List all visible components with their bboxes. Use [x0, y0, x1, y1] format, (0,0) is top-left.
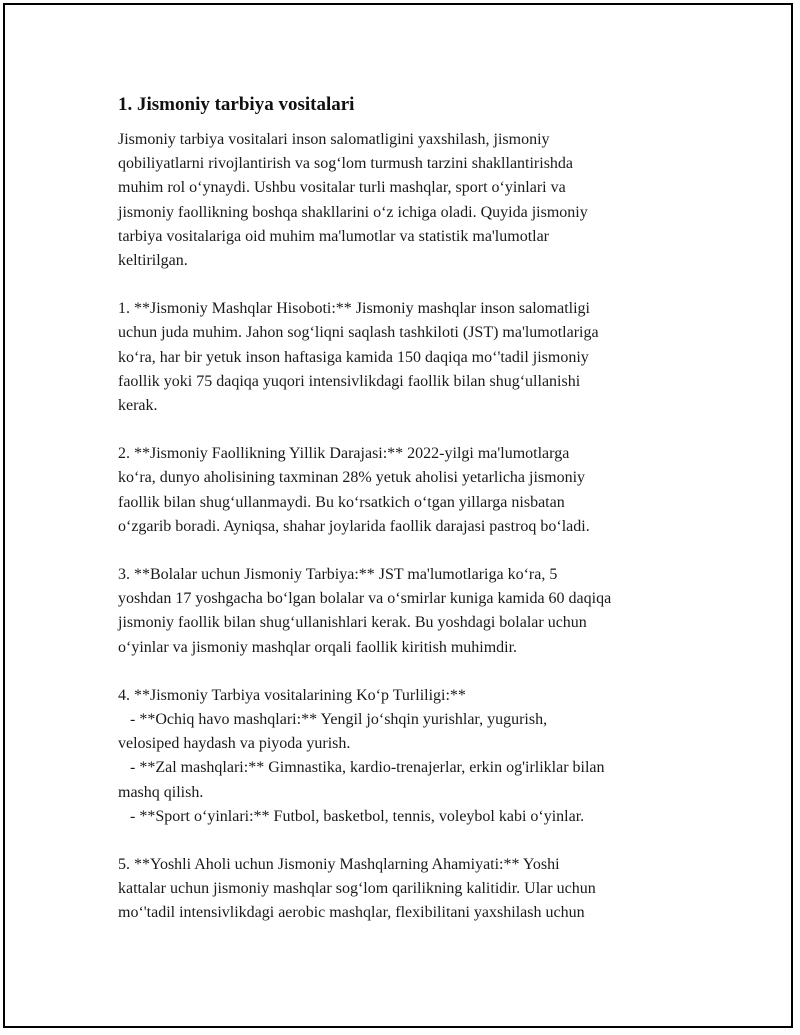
text-line: o‘yinlar va jismoniy mashqlar orqali faollik kiritish muhimdir.	[118, 638, 518, 656]
text-line: qobiliyatlarni rivojlantirish va sog‘lom turmush tarzini shakllantirishda	[118, 155, 574, 173]
text-line: faollik yoki 75 daqiqa yuqori intensivlikdagi faollik bilan shug‘ullanishi	[118, 372, 581, 390]
text-line: - **Zal mashqlari:** Gimnastika, kardio-trenajerlar, erkin og'irliklar bilan	[118, 759, 605, 777]
text-line: Jismoniy tarbiya vositalari inson salomatligini yaxshilash, jismoniy	[118, 131, 550, 148]
text-line: ko‘ra, har bir yetuk inson haftasiga kamida 150 daqiqa mo‘'tadil jismoniy	[118, 348, 589, 366]
paragraph	[118, 563, 693, 660]
text-line: tarbiya vositalariga oid muhim ma'lumotlar va statistik ma'lumotlar	[118, 227, 550, 245]
paragraph	[118, 684, 693, 829]
text-line: 1. **Jismoniy Mashqlar Hisoboti:** Jismoniy mashqlar inson salomatligi	[118, 300, 590, 318]
text-line: - **Ochiq havo mashqlari:** Yengil jo‘shqin yurishlar, yugurish,	[118, 711, 548, 729]
paragraph	[118, 128, 693, 273]
text-line: 2. **Jismoniy Faollikning Yillik Darajasi:** 2022-yilgi ma'lumotlarga	[118, 445, 570, 463]
paragraph	[118, 853, 693, 926]
text-line: jismoniy faollikning boshqa shakllarini o‘z ichiga oladi. Quyida jismoniy	[118, 203, 588, 221]
text-line: 3. **Bolalar uchun Jismoniy Tarbiya:** JST ma'lumotlariga ko‘ra, 5	[118, 566, 558, 584]
text-line: yoshdan 17 yoshgacha bo‘lgan bolalar va o‘smirlar kuniga kamida 60 daqiqa	[118, 590, 612, 608]
document-body	[118, 92, 693, 950]
text-line: mo‘'tadil intensivlikdagi aerobic mashqlar, flexibilitani yaxshilash uchun	[118, 904, 585, 922]
text-line: kerak.	[118, 397, 158, 415]
paragraph	[118, 297, 693, 418]
text-line: ko‘ra, dunyo aholisining taxminan 28% yetuk aholisi yetarlicha jismoniy	[118, 469, 586, 487]
text-line: 4. **Jismoniy Tarbiya vositalarining Ko‘p Turliligi:**	[118, 686, 466, 704]
text-line: - **Sport o‘yinlari:** Futbol, basketbol, tennis, voleybol kabi o‘yinlar.	[118, 807, 585, 825]
text-line: jismoniy faollik bilan shug‘ullanishlari kerak. Bu yoshdagi bolalar uchun	[118, 614, 587, 632]
section-title: 1. Jismoniy tarbiya vositalari	[118, 94, 355, 115]
text-line: mashq qilish.	[118, 783, 204, 801]
text-line: velosiped haydash va piyoda yurish.	[118, 735, 351, 753]
text-line: muhim rol o‘ynaydi. Ushbu vositalar turli mashqlar, sport o‘yinlari va	[118, 179, 566, 197]
paragraph	[118, 442, 693, 539]
text-line: faollik bilan shug‘ullanmaydi. Bu ko‘rsatkich o‘tgan yillarga nisbatan	[118, 493, 565, 511]
text-line: o‘zgarib boradi. Ayniqsa, shahar joylarida faollik darajasi pastroq bo‘ladi.	[118, 517, 590, 535]
text-line: uchun juda muhim. Jahon sog‘liqni saqlash tashkiloti (JST) ma'lumotlariga	[118, 324, 599, 342]
text-line: 5. **Yoshli Aholi uchun Jismoniy Mashqlarning Ahamiyati:** Yoshi	[118, 856, 560, 874]
text-line: kattalar uchun jismoniy mashqlar sog‘lom qarilikning kalitidir. Ular uchun	[118, 880, 596, 898]
text-line: keltirilgan.	[118, 252, 188, 270]
paragraph-list	[118, 128, 693, 926]
